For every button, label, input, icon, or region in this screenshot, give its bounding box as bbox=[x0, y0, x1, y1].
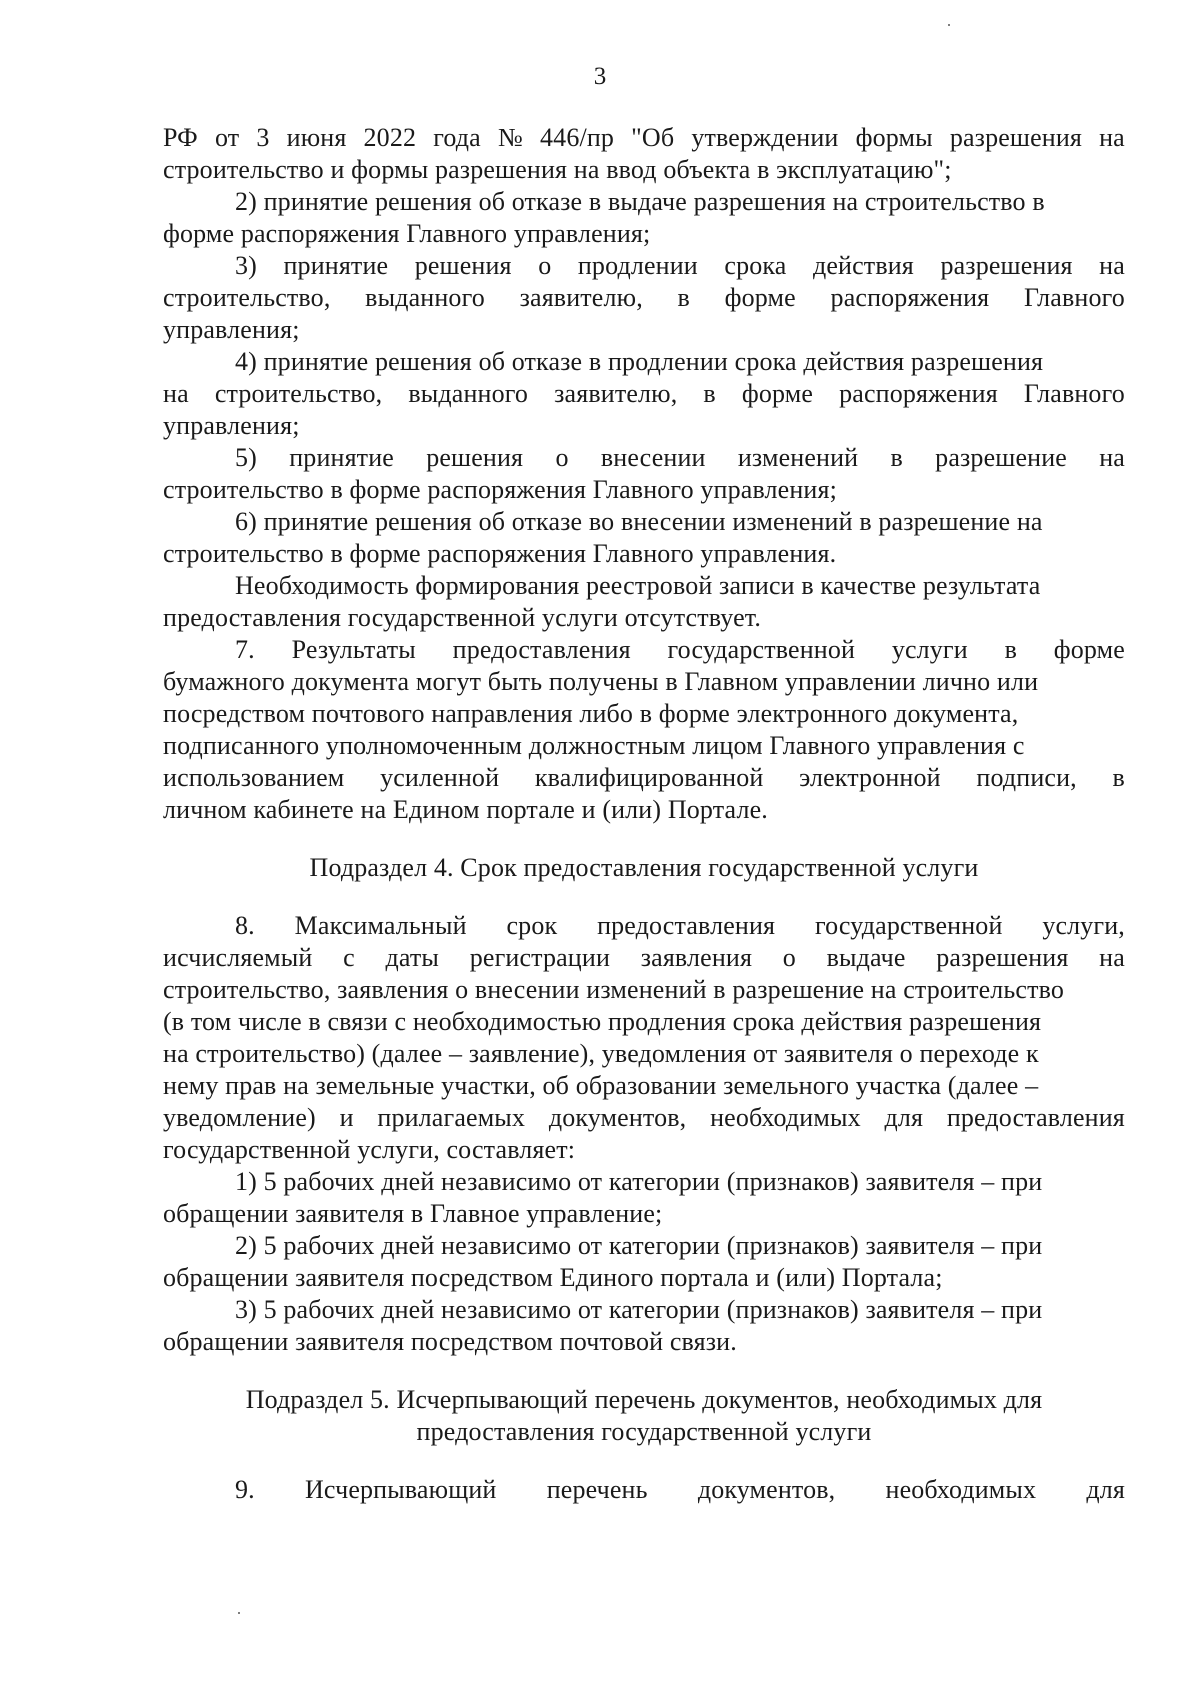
paragraph-line: нему прав на земельные участки, об образовании земельного участка (далее – bbox=[163, 1071, 1039, 1100]
word: услуги, bbox=[1042, 911, 1125, 940]
word: прилагаемых bbox=[377, 1103, 526, 1132]
paragraph-line: на строительство) (далее – заявление), уведомления от заявителя о переходе к bbox=[163, 1039, 1039, 1068]
paragraph-line: Необходимость формирования реестровой записи в качестве результата bbox=[235, 571, 1041, 600]
word: даты bbox=[385, 943, 440, 972]
paragraph-line: обращении заявителя посредством Единого портала и (или) Портала; bbox=[163, 1263, 943, 1292]
paragraph-line bbox=[163, 442, 1125, 474]
word: Главного bbox=[1023, 283, 1125, 312]
word: выданного bbox=[408, 379, 529, 408]
word: перечень bbox=[546, 1475, 648, 1504]
paragraph-line bbox=[163, 910, 1125, 942]
paragraph-line: посредством почтового направления либо в форме электронного документа, bbox=[163, 699, 1019, 728]
word: заявителю, bbox=[519, 283, 643, 312]
scan-speck bbox=[238, 1612, 240, 1614]
word: о bbox=[555, 443, 569, 472]
paragraph-line: 6) принятие решения об отказе во внесении изменений в разрешение на bbox=[235, 507, 1043, 536]
word: и bbox=[339, 1103, 354, 1132]
paragraph-line: строительство в форме распоряжения Главного управления; bbox=[163, 475, 837, 504]
word: 9. bbox=[235, 1475, 255, 1504]
word: "Об bbox=[631, 123, 675, 152]
paragraph-line: государственной услуги, составляет: bbox=[163, 1135, 576, 1164]
scan-speck bbox=[948, 24, 950, 26]
paragraph-line: строительство, заявления о внесении изменений в разрешение на строительство bbox=[163, 975, 1065, 1004]
word: выданного bbox=[365, 283, 485, 312]
page-number: 3 bbox=[593, 63, 607, 90]
word: изменений bbox=[737, 443, 859, 472]
word: распоряжения bbox=[839, 379, 998, 408]
word: разрешения bbox=[949, 123, 1083, 152]
paragraph-line: управления; bbox=[163, 411, 300, 440]
word: на bbox=[1099, 251, 1125, 280]
word: на bbox=[1099, 443, 1125, 472]
word: строительство, bbox=[163, 283, 331, 312]
word: принятие bbox=[283, 251, 389, 280]
paragraph-line: 2) принятие решения об отказе в выдаче разрешения на строительство в bbox=[235, 187, 1045, 216]
word: принятие bbox=[289, 443, 394, 472]
word: разрешения bbox=[940, 251, 1073, 280]
word: Главного bbox=[1023, 379, 1125, 408]
word: разрешение bbox=[935, 443, 1067, 472]
paragraph-line bbox=[163, 250, 1125, 282]
paragraph-line: подписанного уполномоченным должностным лицом Главного управления с bbox=[163, 731, 1025, 760]
word: необходимых bbox=[710, 1103, 861, 1132]
word: предоставления bbox=[946, 1103, 1125, 1132]
paragraph-line bbox=[163, 378, 1125, 410]
word: строительство, bbox=[214, 379, 383, 408]
paragraph-line bbox=[163, 282, 1125, 314]
word: форме bbox=[724, 283, 796, 312]
word: на bbox=[1099, 943, 1125, 972]
paragraph-line: предоставления государственной услуги отсутствует. bbox=[163, 603, 761, 632]
paragraph-line bbox=[163, 942, 1125, 974]
paragraph-line: 3) 5 рабочих дней независимо от категории (признаков) заявителя – при bbox=[235, 1295, 1043, 1324]
word: 7. bbox=[235, 635, 255, 664]
word: от bbox=[214, 123, 240, 152]
word: продлении bbox=[577, 251, 698, 280]
paragraph-line: обращении заявителя в Главное управление; bbox=[163, 1199, 663, 1228]
word: электронной bbox=[799, 763, 941, 792]
paragraph-line bbox=[163, 122, 1125, 154]
word: в bbox=[1004, 635, 1018, 664]
word: с bbox=[343, 943, 355, 972]
word: в bbox=[1112, 763, 1125, 792]
word: действия bbox=[812, 251, 914, 280]
word: форме bbox=[1053, 635, 1125, 664]
word: документов, bbox=[548, 1103, 687, 1132]
word: Результаты bbox=[291, 635, 416, 664]
word: 8. bbox=[235, 911, 255, 940]
word: для bbox=[884, 1103, 924, 1132]
word: Исчерпывающий bbox=[305, 1475, 497, 1504]
word: в bbox=[677, 283, 690, 312]
word: срок bbox=[506, 911, 558, 940]
paragraph-line: (в том числе в связи с необходимостью продления срока действия разрешения bbox=[163, 1007, 1042, 1036]
paragraph-line: 4) принятие решения об отказе в продлении срока действия разрешения bbox=[235, 347, 1044, 376]
section-heading: предоставления государственной услуги bbox=[416, 1417, 872, 1446]
word: формы bbox=[855, 123, 933, 152]
paragraph-line: управления; bbox=[163, 315, 300, 344]
word: июня bbox=[286, 123, 347, 152]
word: о bbox=[782, 943, 796, 972]
word: 2022 bbox=[363, 123, 417, 152]
word: уведомление) bbox=[163, 1103, 316, 1132]
section-heading: Подраздел 5. Исчерпывающий перечень документов, необходимых для bbox=[245, 1385, 1043, 1414]
word: форме bbox=[741, 379, 814, 408]
word: государственной bbox=[667, 635, 856, 664]
word: усиленной bbox=[380, 763, 500, 792]
paragraph-line bbox=[163, 762, 1125, 794]
word: 446/пр bbox=[540, 123, 615, 152]
paragraph-line: обращении заявителя посредством почтовой связи. bbox=[163, 1327, 737, 1356]
paragraph-line: личном кабинете на Едином портале и (или) Портале. bbox=[163, 795, 768, 824]
word: подписи, bbox=[976, 763, 1077, 792]
word: использованием bbox=[163, 763, 345, 792]
word: решения bbox=[426, 443, 524, 472]
word: в bbox=[890, 443, 903, 472]
word: 3 bbox=[256, 123, 270, 152]
word: внесении bbox=[600, 443, 706, 472]
word: распоряжения bbox=[830, 283, 990, 312]
word: Максимальный bbox=[294, 911, 467, 940]
paragraph-line: бумажного документа могут быть получены в Главном управлении лично или bbox=[163, 667, 1039, 696]
paragraph-line bbox=[163, 634, 1125, 666]
word: выдаче bbox=[826, 943, 906, 972]
word: 3) bbox=[235, 251, 257, 280]
word: РФ bbox=[163, 123, 198, 152]
word: регистрации bbox=[469, 943, 611, 972]
section-heading: Подраздел 4. Срок предоставления государственной услуги bbox=[309, 853, 979, 882]
word: заявления bbox=[640, 943, 753, 972]
word: срока bbox=[724, 251, 787, 280]
word: утверждении bbox=[691, 123, 839, 152]
word: квалифицированной bbox=[534, 763, 764, 792]
word: предоставления bbox=[597, 911, 776, 940]
word: государственной bbox=[814, 911, 1003, 940]
word: документов, bbox=[697, 1475, 836, 1504]
paragraph-line: 2) 5 рабочих дней независимо от категории (признаков) заявителя – при bbox=[235, 1231, 1043, 1260]
word: заявителю, bbox=[554, 379, 678, 408]
word: необходимых bbox=[885, 1475, 1037, 1504]
paragraph-line bbox=[163, 1102, 1125, 1134]
word: для bbox=[1086, 1475, 1125, 1504]
paragraph-line: строительство в форме распоряжения Главного управления. bbox=[163, 539, 837, 568]
word: разрешения bbox=[936, 943, 1069, 972]
word: года bbox=[433, 123, 481, 152]
word: о bbox=[538, 251, 552, 280]
paragraph-line: форме распоряжения Главного управления; bbox=[163, 219, 651, 248]
paragraph-line bbox=[163, 1474, 1125, 1506]
word: 5) bbox=[235, 443, 257, 472]
word: в bbox=[703, 379, 716, 408]
word: на bbox=[163, 379, 189, 408]
document-body bbox=[163, 122, 1125, 1506]
word: на bbox=[1099, 123, 1125, 152]
word: исчисляемый bbox=[163, 943, 313, 972]
paragraph-line: 1) 5 рабочих дней независимо от категории (признаков) заявителя – при bbox=[235, 1167, 1043, 1196]
word: предоставления bbox=[452, 635, 631, 664]
word: услуги bbox=[891, 635, 968, 664]
paragraph-line: строительство и формы разрешения на ввод объекта в эксплуатацию"; bbox=[163, 155, 952, 184]
word: № bbox=[497, 123, 523, 152]
word: решения bbox=[414, 251, 512, 280]
